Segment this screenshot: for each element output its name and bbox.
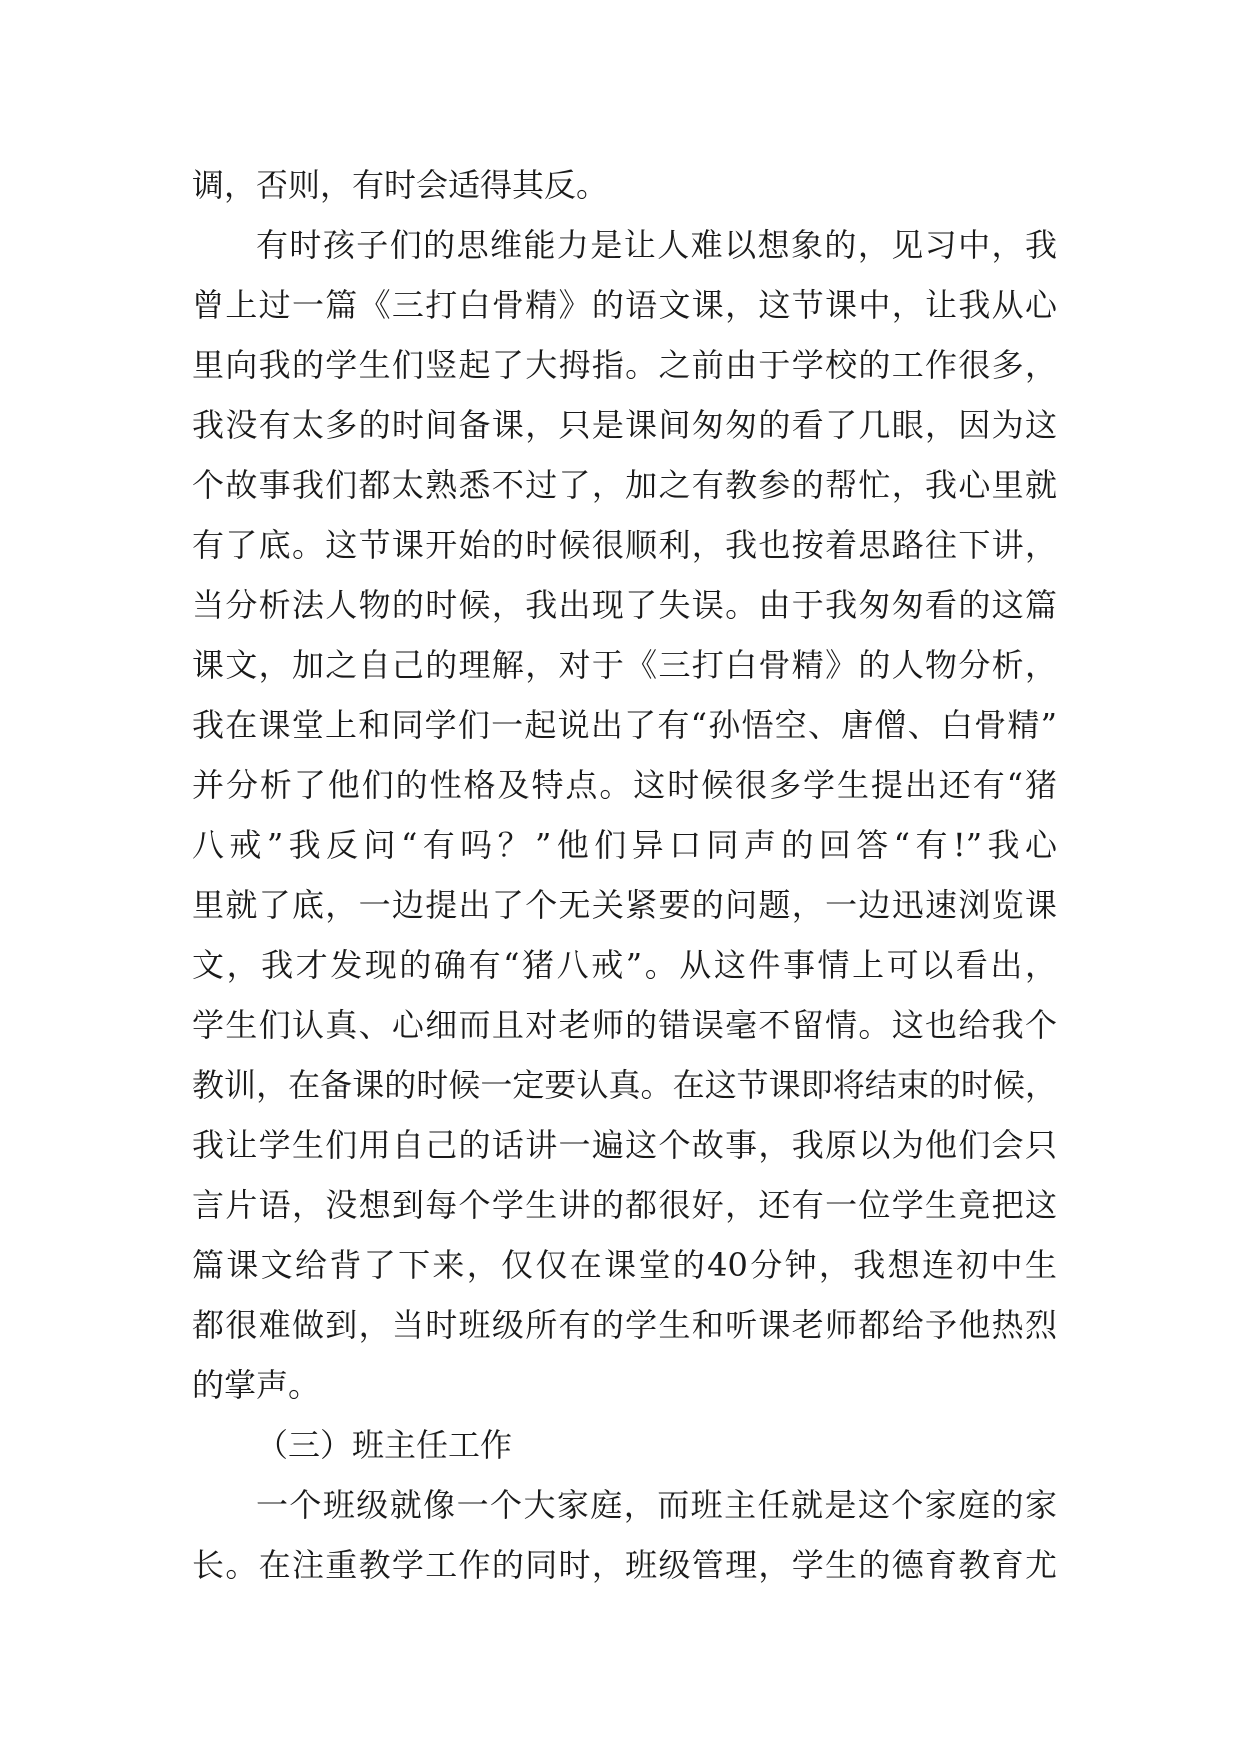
paragraph-line: 当分析法人物的时候，我出现了失误。由于我匆匆看的这篇 bbox=[192, 586, 1057, 624]
paragraph-line: 言片语，没想到每个学生讲的都很好，还有一位学生竟把这 bbox=[192, 1186, 1057, 1224]
paragraph-line: 都很难做到，当时班级所有的学生和听课老师都给予他热烈 bbox=[192, 1306, 1057, 1344]
document-body bbox=[192, 163, 1057, 1603]
paragraph-line: 文，我才发现的确有“猪八戒”。从这件事情上可以看出， bbox=[192, 946, 1057, 984]
paragraph-line: 有时孩子们的思维能力是让人难以想象的，见习中，我 bbox=[256, 226, 1057, 264]
paragraph-line: 的掌声。 bbox=[192, 1366, 321, 1404]
paragraph-line: 一个班级就像一个大家庭，而班主任就是这个家庭的家 bbox=[256, 1486, 1057, 1524]
paragraph-line: 我让学生们用自己的话讲一遍这个故事，我原以为他们会只 bbox=[192, 1126, 1057, 1164]
paragraph-line: 曾上过一篇《三打白骨精》的语文课，这节课中，让我从心 bbox=[192, 286, 1057, 324]
paragraph-line: 长。在注重教学工作的同时，班级管理，学生的德育教育尤 bbox=[192, 1546, 1057, 1584]
section-heading: （三）班主任工作 bbox=[256, 1426, 513, 1464]
paragraph-line: 学生们认真、心细而且对老师的错误毫不留情。这也给我个 bbox=[192, 1006, 1057, 1044]
paragraph-line: 个故事我们都太熟悉不过了，加之有教参的帮忙，我心里就 bbox=[192, 466, 1057, 504]
paragraph-line: 里向我的学生们竖起了大拇指。之前由于学校的工作很多， bbox=[192, 346, 1057, 384]
paragraph-line: 有了底。这节课开始的时候很顺利，我也按着思路往下讲， bbox=[192, 526, 1057, 564]
paragraph-line: 我没有太多的时间备课，只是课间匆匆的看了几眼，因为这 bbox=[192, 406, 1057, 444]
paragraph-line: 八戒”我反问“有吗？”他们异口同声的回答“有!”我心 bbox=[192, 826, 1057, 864]
paragraph-line: 调，否则，有时会适得其反。 bbox=[192, 166, 609, 204]
paragraph-line: 教训，在备课的时候一定要认真。在这节课即将结束的时候， bbox=[192, 1066, 1057, 1104]
paragraph-line: 里就了底，一边提出了个无关紧要的问题，一边迅速浏览课 bbox=[192, 886, 1057, 924]
paragraph-line: 我在课堂上和同学们一起说出了有“孙悟空、唐僧、白骨精” bbox=[192, 706, 1057, 744]
paragraph-line: 篇课文给背了下来，仅仅在课堂的40分钟，我想连初中生 bbox=[192, 1246, 1057, 1284]
paragraph-line: 并分析了他们的性格及特点。这时候很多学生提出还有“猪 bbox=[192, 766, 1057, 804]
paragraph-line: 课文，加之自己的理解，对于《三打白骨精》的人物分析， bbox=[192, 646, 1057, 684]
